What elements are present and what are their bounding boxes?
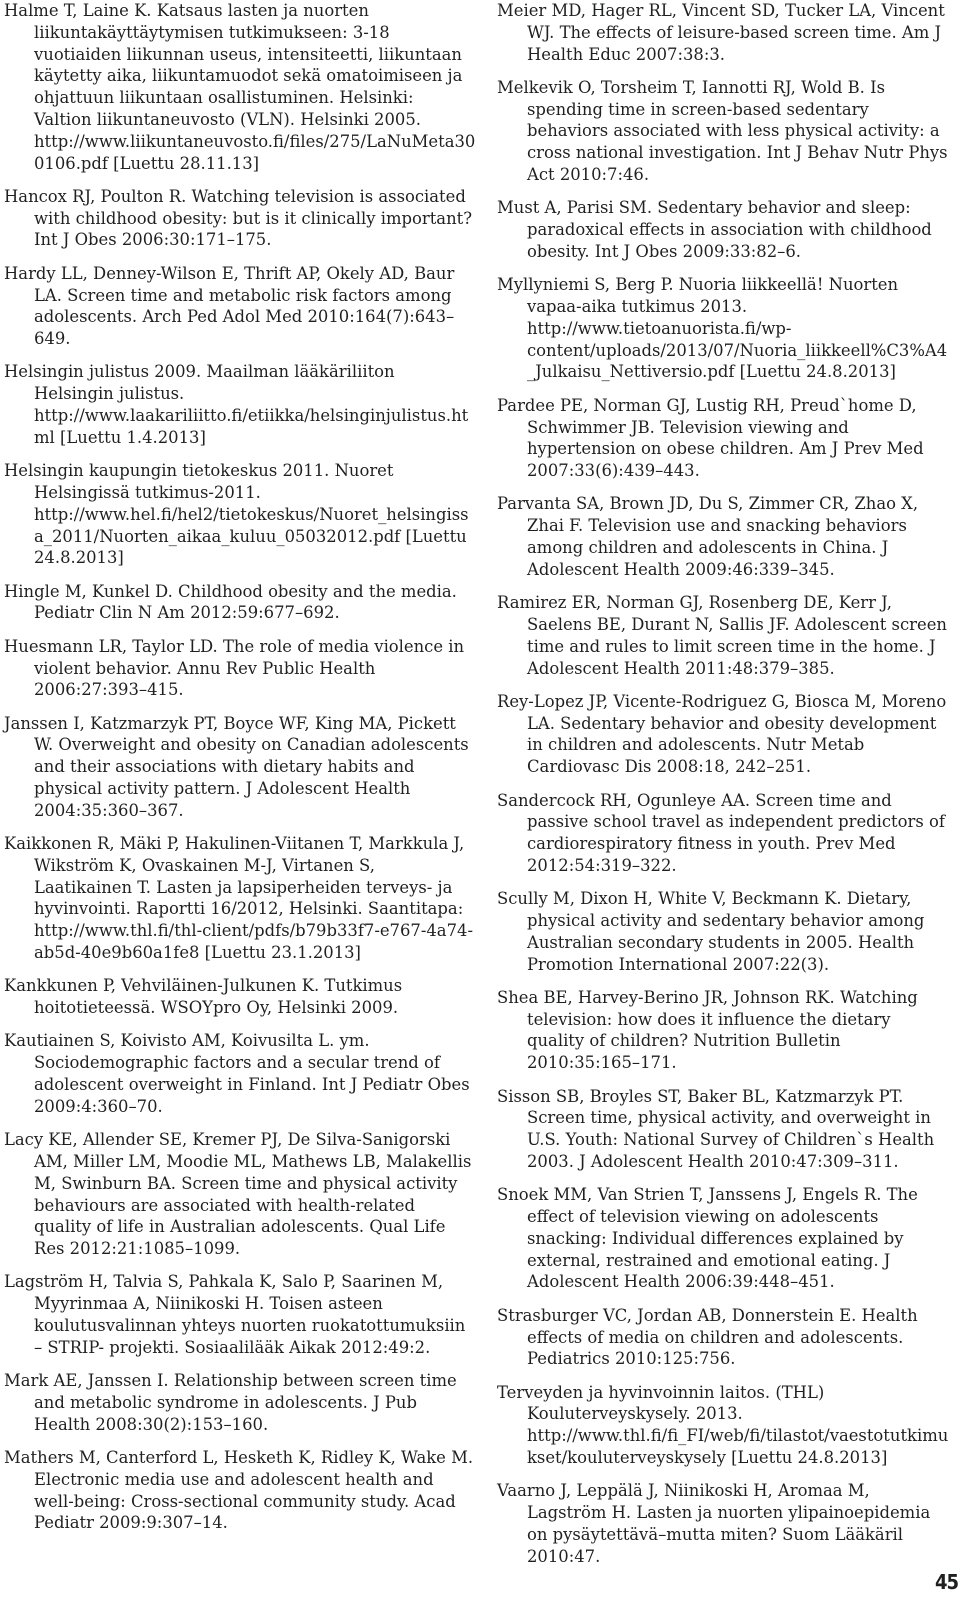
reference-entry: Huesmann LR, Taylor LD. The role of media violence in violent behavior. Annu Rev Public Health 2006:27:393–415. (4, 636, 465, 700)
reference-entry: Helsingin kaupungin tietokeskus 2011. Nuoret Helsingissä tutkimus-2011. http://www.hel.fi/hel2/tietokeskus/Nuoret_helsingissa_2011/Nuorten_aikaa_kuluu_05032012.pdf [Luettu 24.8.2013] (4, 461, 469, 568)
reference-entry: Mathers M, Canterford L, Hesketh K, Ridley K, Wake M. Electronic media use and adolescent health and well-being: Cross-sectional community study. Acad Pediatr 2009:9:307–14. (4, 1448, 474, 1533)
reference-entry: Hingle M, Kunkel D. Childhood obesity and the media. Pediatr Clin N Am 2012:59:677–692. (4, 581, 457, 623)
reference-entry: Vaarno J, Leppälä J, Niinikoski H, Aromaa M, Lagström H. Lasten ja nuorten ylipainoepidemia on pysäytettävä–mutta miten? Suom Lääkäril 2010:47. (497, 1481, 931, 1566)
reference-entry: Melkevik O, Torsheim T, Iannotti RJ, Wold B. Is spending time in screen-based sedentary behaviors associated with less physical activity: a cross national investigation. Int J Behav Nutr Phys Act 2010:7:46. (497, 77, 948, 185)
reference-entry: Kaikkonen R, Mäki P, Hakulinen-Viitanen T, Markkula J, Wikström K, Ovaskainen M-J, Virtanen S, Laatikainen T. Lasten ja lapsiperheiden terveys- ja hyvinvointi. Raportti 16/2012, Helsinki. Saantitapa: http://www.thl.fi/thl-client/pdfs/b79b33f7-e767-4a74-ab5d-40e9b60a1fe8 [Luettu 23.1.2013] (4, 834, 473, 963)
reference-entry: Kankkunen P, Vehviläinen-Julkunen K. Tutkimus hoitotieteessä. WSOYpro Oy, Helsinki 2009. (4, 976, 403, 1018)
references-right-column (497, 0, 952, 1579)
reference-entry: Pardee PE, Norman GJ, Lustig RH, Preud`home D, Schwimmer JB. Television viewing and hypertension on obese children. Am J Prev Med 2007:33(6):439–443. (497, 395, 924, 481)
reference-entry: Rey-Lopez JP, Vicente-Rodriguez G, Biosca M, Moreno LA. Sedentary behavior and obesity development in children and adolescents. Nutr Metab Cardiovasc Dis 2008:18, 242–251. (497, 691, 947, 777)
references-left-column (4, 0, 476, 1546)
reference-entry: Halme T, Laine K. Katsaus lasten ja nuorten liikuntakäyttäytymisen tutkimukseen: 3-18 vuotiaiden liikunnan useus, intensiteetti, liikuntaan käytetty aika, liikuntamuodot sekä omatoimiseen ja ohjattuun liikuntaan osallistuminen. Helsinki: Valtion liikuntaneuvosto (VLN). Helsinki 2005. http://www.liikuntaneuvosto.fi/files/275/LaNuMeta300106.pdf [Luettu 28.11.13] (4, 1, 476, 173)
reference-entry: Shea BE, Harvey-Berino JR, Johnson RK. Watching television: how does it influence the dietary quality of children? Nutrition Bulletin 2010:35:165–171. (497, 987, 918, 1073)
reference-entry: Sisson SB, Broyles ST, Baker BL, Katzmarzyk PT. Screen time, physical activity, and overweight in U.S. Youth: National Survey of Children`s Health 2003. J Adolescent Health 2010:47:309–311. (497, 1086, 935, 1171)
reference-entry: Mark AE, Janssen I. Relationship between screen time and metabolic syndrome in adolescents. J Pub Health 2008:30(2):153–160. (4, 1371, 457, 1434)
reference-entry: Scully M, Dixon H, White V, Beckmann K. Dietary, physical activity and sedentary behavior among Australian secondary students in 2005. Health Promotion International 2007:22(3). (497, 889, 925, 974)
reference-entry: Hardy LL, Denney-Wilson E, Thrift AP, Okely AD, Baur LA. Screen time and metabolic risk factors among adolescents. Arch Ped Adol Med 2010:164(7):643–649. (4, 263, 455, 349)
reference-entry: Sandercock RH, Ogunleye AA. Screen time and passive school travel as independent predictors of cardiorespiratory fitness in youth. Prev Med 2012:54:319–322. (497, 790, 945, 875)
reference-entry: Lacy KE, Allender SE, Kremer PJ, De Silva-Sanigorski AM, Miller LM, Moodie ML, Mathews LB, Malakellis M, Swinburn BA. Screen time and physical activity behaviours are associated with health-related quality of life in Australian adolescents. Qual Life Res 2012:21:1085–1099. (4, 1130, 472, 1259)
reference-entry: Snoek MM, Van Strien T, Janssens J, Engels R. The effect of television viewing on adolescents snacking: Individual differences explained by external, restrained and emotional eating. J Adolescent Health 2006:39:448–451. (497, 1185, 918, 1292)
reference-entry: Strasburger VC, Jordan AB, Donnerstein E. Health effects of media on children and adolescents. Pediatrics 2010:125:756. (497, 1305, 918, 1369)
reference-entry: Helsingin julistus 2009. Maailman lääkäriliiton Helsingin julistus. http://www.laakariliitto.fi/etiikka/helsinginjulistus.html [Luettu 1.4.2013] (4, 362, 469, 447)
reference-entry: Lagström H, Talvia S, Pahkala K, Salo P, Saarinen M, Myyrinmaa A, Niinikoski H. Toisen asteen koulutusvalinnan yhteys nuorten ruokatottumuksiin – STRIP- projekti. Sosiaalilääk Aikak 2012:49:2. (4, 1272, 466, 1357)
reference-entry: Must A, Parisi SM. Sedentary behavior and sleep: paradoxical effects in association with childhood obesity. Int J Obes 2009:33:82–6. (497, 198, 932, 261)
reference-entry: Janssen I, Katzmarzyk PT, Boyce WF, King MA, Pickett W. Overweight and obesity on Canadian adolescents and their associations with dietary habits and physical activity pattern. J Adolescent Health 2004:35:360–367. (4, 713, 469, 820)
reference-entry: Ramirez ER, Norman GJ, Rosenberg DE, Kerr J, Saelens BE, Durant N, Sallis JF. Adolescent screen time and rules to limit screen time in the home. J Adolescent Health 2011:48:379–385. (497, 593, 947, 678)
reference-entry: Kautiainen S, Koivisto AM, Koivusilta L. ym. Sociodemographic factors and a secular trend of adolescent overweight in Finland. Int J Pediatr Obes 2009:4:360–70. (4, 1031, 470, 1116)
reference-entry: Myllyniemi S, Berg P. Nuoria liikkeellä! Nuorten vapaa-aika tutkimus 2013. http://www.tietoanuorista.fi/wp-content/uploads/2013/07/Nuoria_liikkeell%C3%A4_Julkaisu_Nettiversio.pdf [Luettu 24.8.2013] (497, 275, 948, 382)
page-number: 45 (934, 1570, 958, 1594)
reference-entry: Parvanta SA, Brown JD, Du S, Zimmer CR, Zhao X, Zhai F. Television use and snacking behaviors among children and adolescents in China. J Adolescent Health 2009:46:339–345. (497, 494, 919, 579)
reference-entry: Hancox RJ, Poulton R. Watching television is associated with childhood obesity: but is it clinically important? Int J Obes 2006:30:171–175. (4, 186, 473, 250)
reference-entry: Meier MD, Hager RL, Vincent SD, Tucker LA, Vincent WJ. The effects of leisure-based screen time. Am J Health Educ 2007:38:3. (497, 1, 945, 64)
reference-entry: Terveyden ja hyvinvoinnin laitos. (THL) Kouluterveyskysely. 2013. http://www.thl.fi/fi_FI/web/fi/tilastot/vaestotutkimukset/kouluterveyskysely [Luettu 24.8.2013] (497, 1382, 949, 1468)
